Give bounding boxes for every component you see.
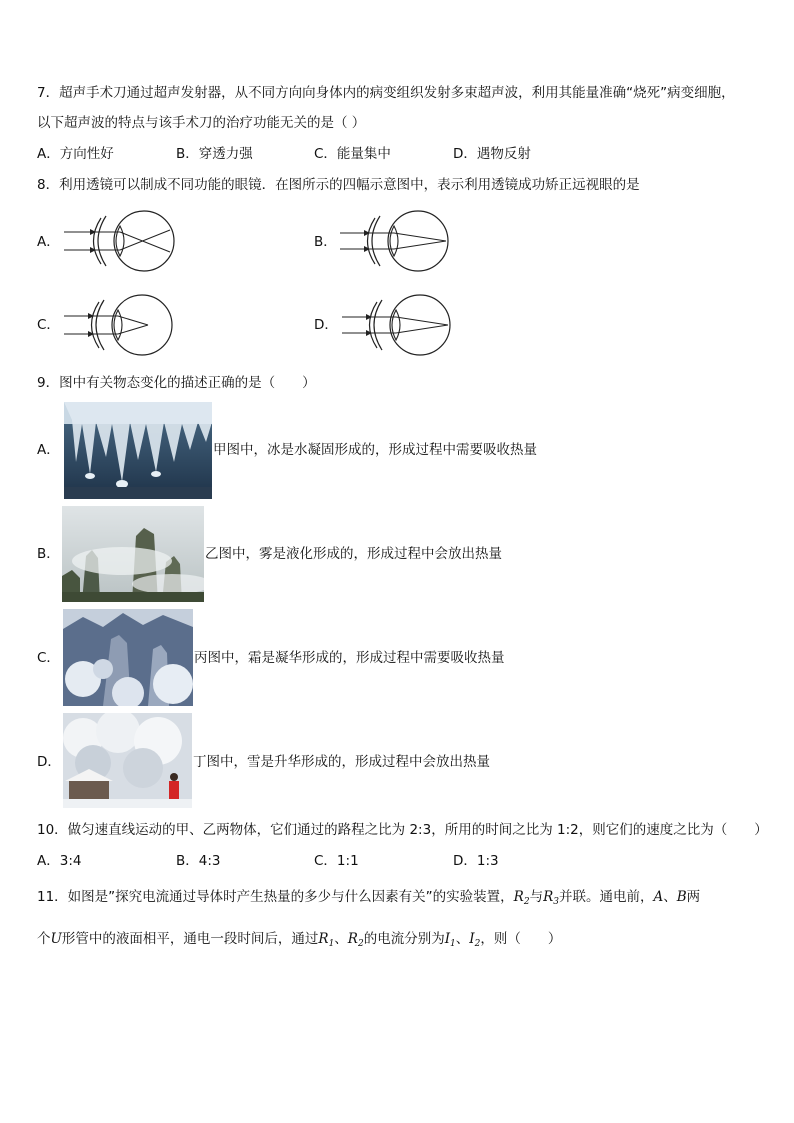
q7-option-c[interactable]: C．能量集中	[314, 146, 391, 162]
q11-stem-line2	[37, 930, 561, 953]
q11-text-1a: 11．如图是”探究电流通过导体时产生热量的多少与什么因素有关”的实验装置，	[37, 889, 514, 905]
frost-forest-photo	[63, 609, 193, 706]
q10-option-b[interactable]: B．4:3	[176, 853, 221, 869]
q9-option-b-text[interactable]: 乙图中，雾是液化形成的，形成过程中会放出热量	[205, 546, 502, 562]
q11-var-r2: $R_2$	[513, 889, 530, 907]
q11-var-i2: $I_2$	[469, 931, 481, 949]
q9-option-b-label[interactable]: B．	[37, 546, 60, 562]
q11-sep-1: 、	[663, 889, 677, 905]
q7-option-b[interactable]: B．穿透力强	[176, 146, 253, 162]
q11-var-a: A	[653, 889, 664, 905]
q9-stem: 9．图中有关物态变化的描述正确的是（ ）	[37, 375, 316, 391]
q11-text-and: 与	[529, 889, 544, 905]
q11-text-2c: 的电流分别为	[363, 931, 445, 947]
q9-option-d-text[interactable]: 丁图中，雪是升华形成的，形成过程中会放出热量	[193, 754, 490, 770]
q7-option-a[interactable]: A．方向性好	[37, 146, 114, 162]
q8-option-b-label[interactable]: B．	[314, 234, 337, 250]
fog-mountain-photo	[62, 506, 204, 602]
eye-diagram-a	[62, 206, 177, 276]
eye-diagram-c	[62, 290, 177, 360]
q7-stem-line1: 7．超声手术刀通过超声发射器，从不同方向向身体内的病变组织发射多束超声波，利用其能量准确“烧死”病变细胞，	[37, 85, 735, 101]
snow-scene-photo	[63, 713, 192, 808]
eye-diagram-b	[338, 206, 453, 276]
q9-option-c-text[interactable]: 丙图中，霜是凝华形成的，形成过程中需要吸收热量	[194, 650, 505, 666]
q10-option-c[interactable]: C．1:1	[314, 853, 359, 869]
q9-option-a-label[interactable]: A．	[37, 442, 60, 458]
q9-option-a-text[interactable]: 甲图中，冰是水凝固形成的，形成过程中需要吸收热量	[213, 442, 537, 458]
q11-text-2b: 形管中的液面相平，通电一段时间后，通过	[61, 931, 319, 947]
q10-option-d[interactable]: D．1:3	[453, 853, 499, 869]
q11-var-u: U	[50, 931, 62, 947]
q11-var-r1: $R_1$	[318, 931, 335, 949]
q8-stem: 8．利用透镜可以制成不同功能的眼镜．在图所示的四幅示意图中，表示利用透镜成功矫正远视眼的是	[37, 177, 640, 193]
q8-option-c-label[interactable]: C．	[37, 317, 60, 333]
q7-stem-line2: 以下超声波的特点与该手术刀的治疗功能无关的是（ ）	[37, 115, 366, 131]
q11-text-1b: 并联。通电前，	[558, 889, 654, 905]
q11-text-2d: ，则（ ）	[480, 931, 562, 947]
q11-stem-line1	[37, 888, 700, 911]
q10-stem: 10．做匀速直线运动的甲、乙两物体，它们通过的路程之比为 2:3，所用的时间之比为 1:2，则它们的速度之比为（ ）	[37, 822, 768, 838]
q11-sep-3: 、	[455, 931, 470, 947]
q9-option-d-label[interactable]: D．	[37, 754, 61, 770]
q7-option-d[interactable]: D．遇物反射	[453, 146, 531, 162]
eye-diagram-d	[340, 290, 455, 360]
icicle-photo	[64, 402, 212, 499]
q9-option-c-label[interactable]: C．	[37, 650, 60, 666]
q11-var-r2b: $R_2$	[347, 931, 364, 949]
q8-option-a-label[interactable]: A．	[37, 234, 60, 250]
q8-option-d-label[interactable]: D．	[314, 317, 338, 333]
q11-var-i1: $I_1$	[444, 931, 456, 949]
q10-option-a[interactable]: A．3:4	[37, 853, 82, 869]
q11-text-2a: 个	[37, 931, 51, 947]
q11-var-b: B	[676, 889, 687, 905]
q11-var-r3: $R_3$	[543, 889, 559, 907]
q11-text-liang: 两	[686, 889, 701, 905]
q11-sep-2: 、	[334, 931, 348, 947]
